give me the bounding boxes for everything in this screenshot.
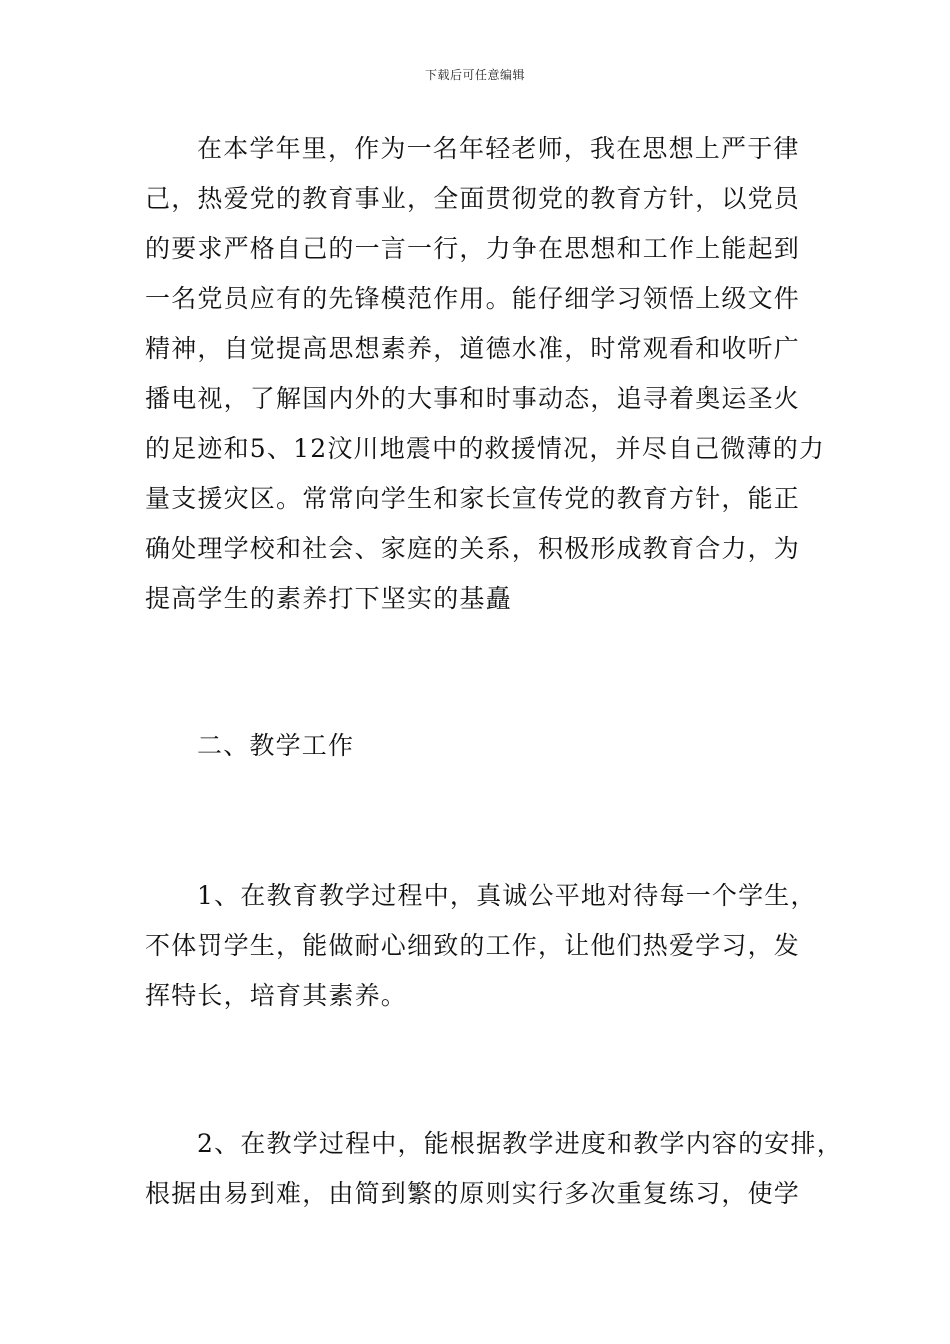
paragraph-item-1: [145, 871, 825, 1021]
paragraph-item-2: [145, 1119, 843, 1219]
paragraph-line: 1、在教育教学过程中，真诚公平地对待每一个学生，: [197, 881, 817, 910]
paragraph-line: 在本学年里，作为一名年轻老师，我在思想上严于律: [197, 134, 800, 163]
header-note: 下载后可任意编辑: [424, 68, 525, 82]
paragraph-line: 2、在教学过程中，能根据教学进度和教学内容的安排，: [197, 1129, 843, 1158]
paragraph-line: 的要求严格自己的一言一行，力争在思想和工作上能起到: [145, 234, 801, 263]
paragraph-line: 的足迹和5、12汶川地震中的救援情况，并尽自己微薄的力: [145, 434, 826, 463]
paragraph-line: 己，热爱党的教育事业，全面贯彻党的教育方针，以党员: [145, 184, 801, 213]
section-heading-teaching-work: 二、教学工作: [197, 731, 355, 760]
paragraph-party-conduct: [145, 124, 825, 624]
paragraph-line: 确处理学校和社会、家庭的关系，积极形成教育合力，为: [145, 534, 801, 563]
paragraph-line: 根据由易到难，由简到繁的原则实行多次重复练习，使学: [145, 1179, 801, 1208]
paragraph-line: 提高学生的素养打下坚实的基矗: [145, 584, 512, 613]
paragraph-line: 挥特长，培育其素养。: [145, 981, 408, 1010]
paragraph-line: 播电视，了解国内外的大事和时事动态，追寻着奥运圣火: [145, 384, 801, 413]
paragraph-line: 一名党员应有的先锋模范作用。能仔细学习领悟上级文件: [145, 284, 801, 313]
paragraph-line: 量支援灾区。常常向学生和家长宣传党的教育方针，能正: [145, 484, 801, 513]
paragraph-line: 精神，自觉提高思想素养，道德水准，时常观看和收听广: [145, 334, 801, 363]
paragraph-line: 不体罚学生，能做耐心细致的工作，让他们热爱学习，发: [145, 931, 801, 960]
